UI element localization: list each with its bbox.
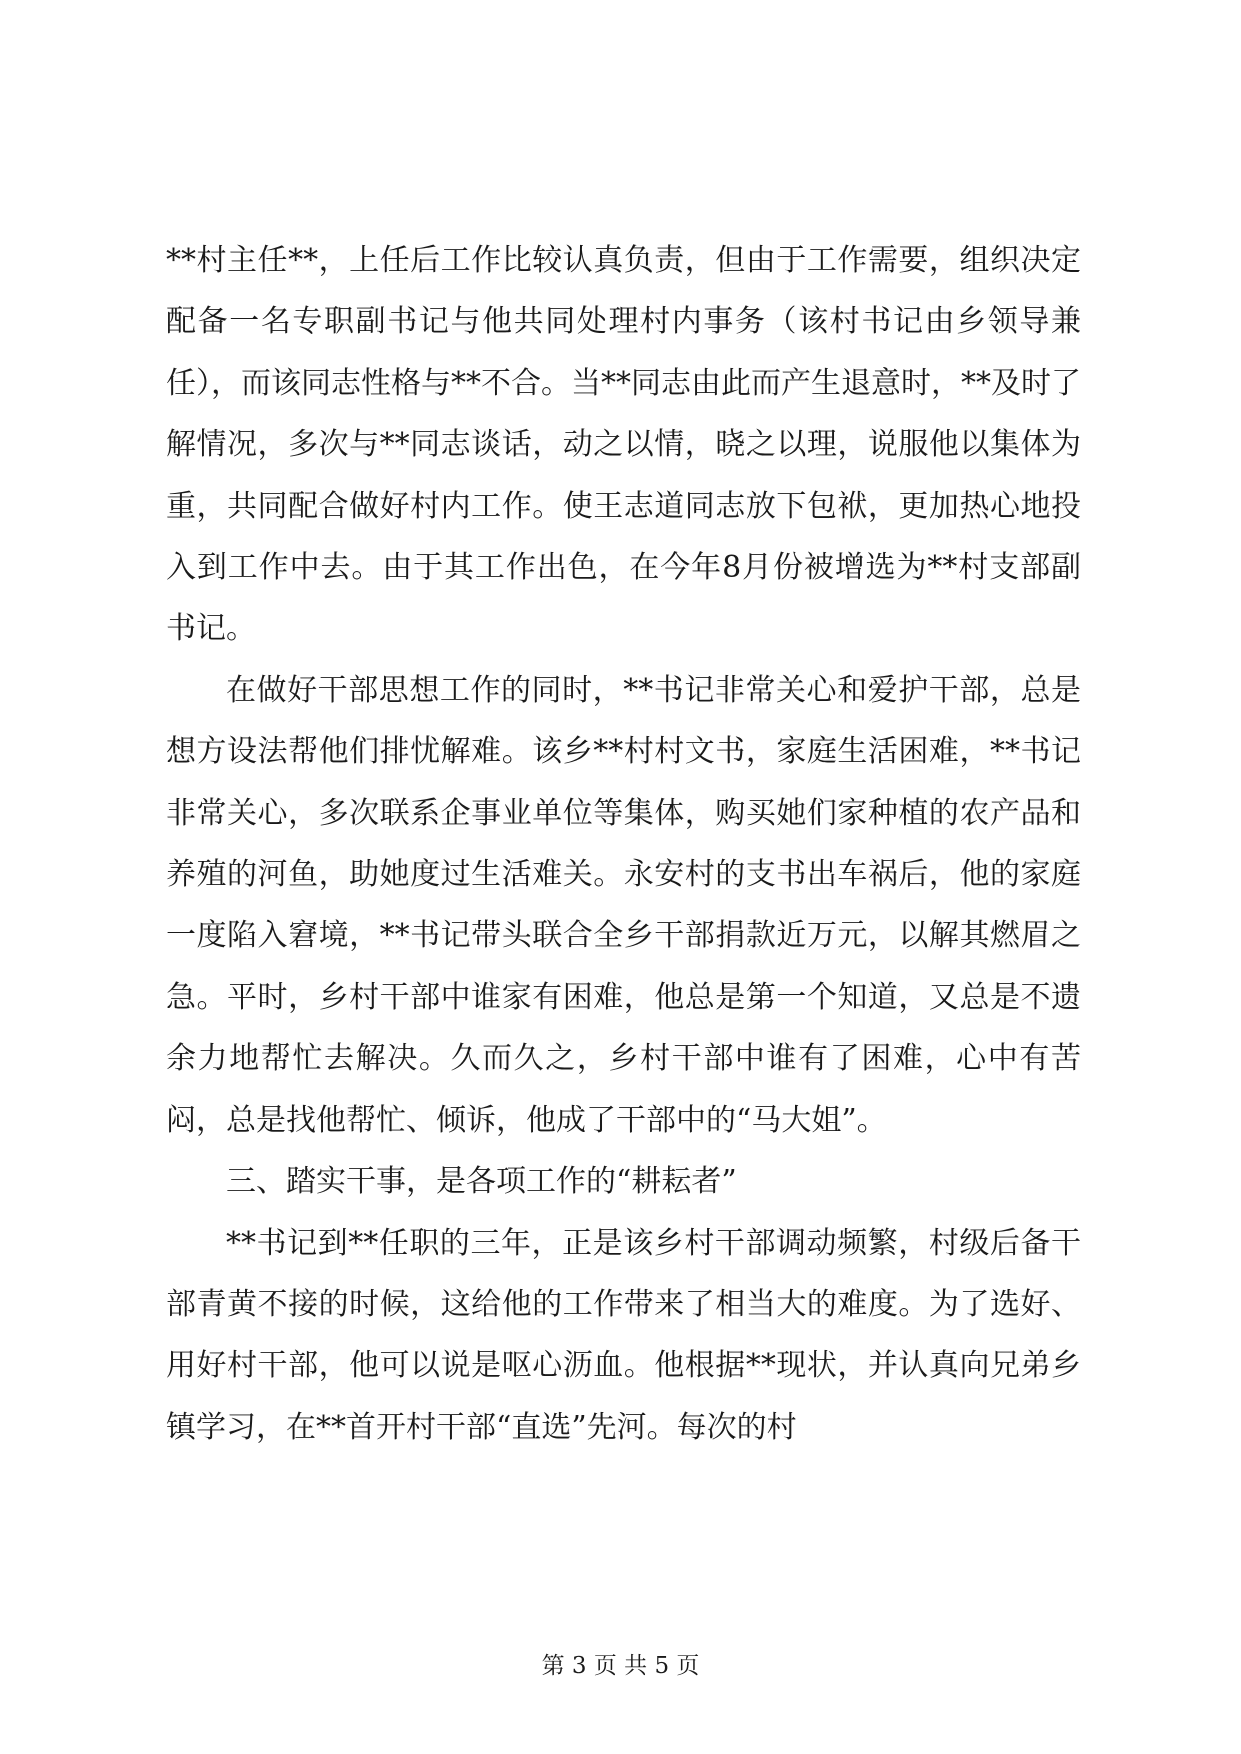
document-body [166,230,1081,1458]
page-number-footer: 第 3 页 共 5 页 [541,1653,700,1679]
paragraph-1: **村主任**，上任后工作比较认真负责，但由于工作需要，组织决定配备一名专职副书记与他共同处理村内事务（该村书记由乡领导兼任），而该同志性格与**不合。当**同志由此而产生退意时，**及时了解情况，多次与**同志谈话，动之以情，晓之以理，说服他以集体为重，共同配合做好村内工作。使王志道同志放下包袱，更加热心地投入到工作中去。由于其工作出色，在今年8月份被增选为**村支部副书记。 [166,243,1081,647]
section-heading-3: 三、踏实干事，是各项工作的“耕耘者” [226,1164,737,1200]
paragraph-4: **书记到**任职的三年，正是该乡村干部调动频繁，村级后备干部青黄不接的时候，这给他的工作带来了相当大的难度。为了选好、用好村干部，他可以说是呕心沥血。他根据**现状，并认真向兄弟乡镇学习，在**首开村干部“直选”先河。每次的村 [166,1225,1081,1445]
paragraph-2: 在做好干部思想工作的同时，**书记非常关心和爱护干部，总是想方设法帮他们排忧解难。该乡**村村文书，家庭生活困难，**书记非常关心，多次联系企事业单位等集体，购买她们家种植的农产品和养殖的河鱼，助她度过生活难关。永安村的支书出车祸后，他的家庭一度陷入窘境，**书记带头联合全乡干部捐款近万元，以解其燃眉之急。平时，乡村干部中谁家有困难，他总是第一个知道，又总是不遗余力地帮忙去解决。久而久之，乡村干部中谁有了困难，心中有苦闷，总是找他帮忙、倾诉，他成了干部中的“马大姐”。 [166,672,1081,1138]
